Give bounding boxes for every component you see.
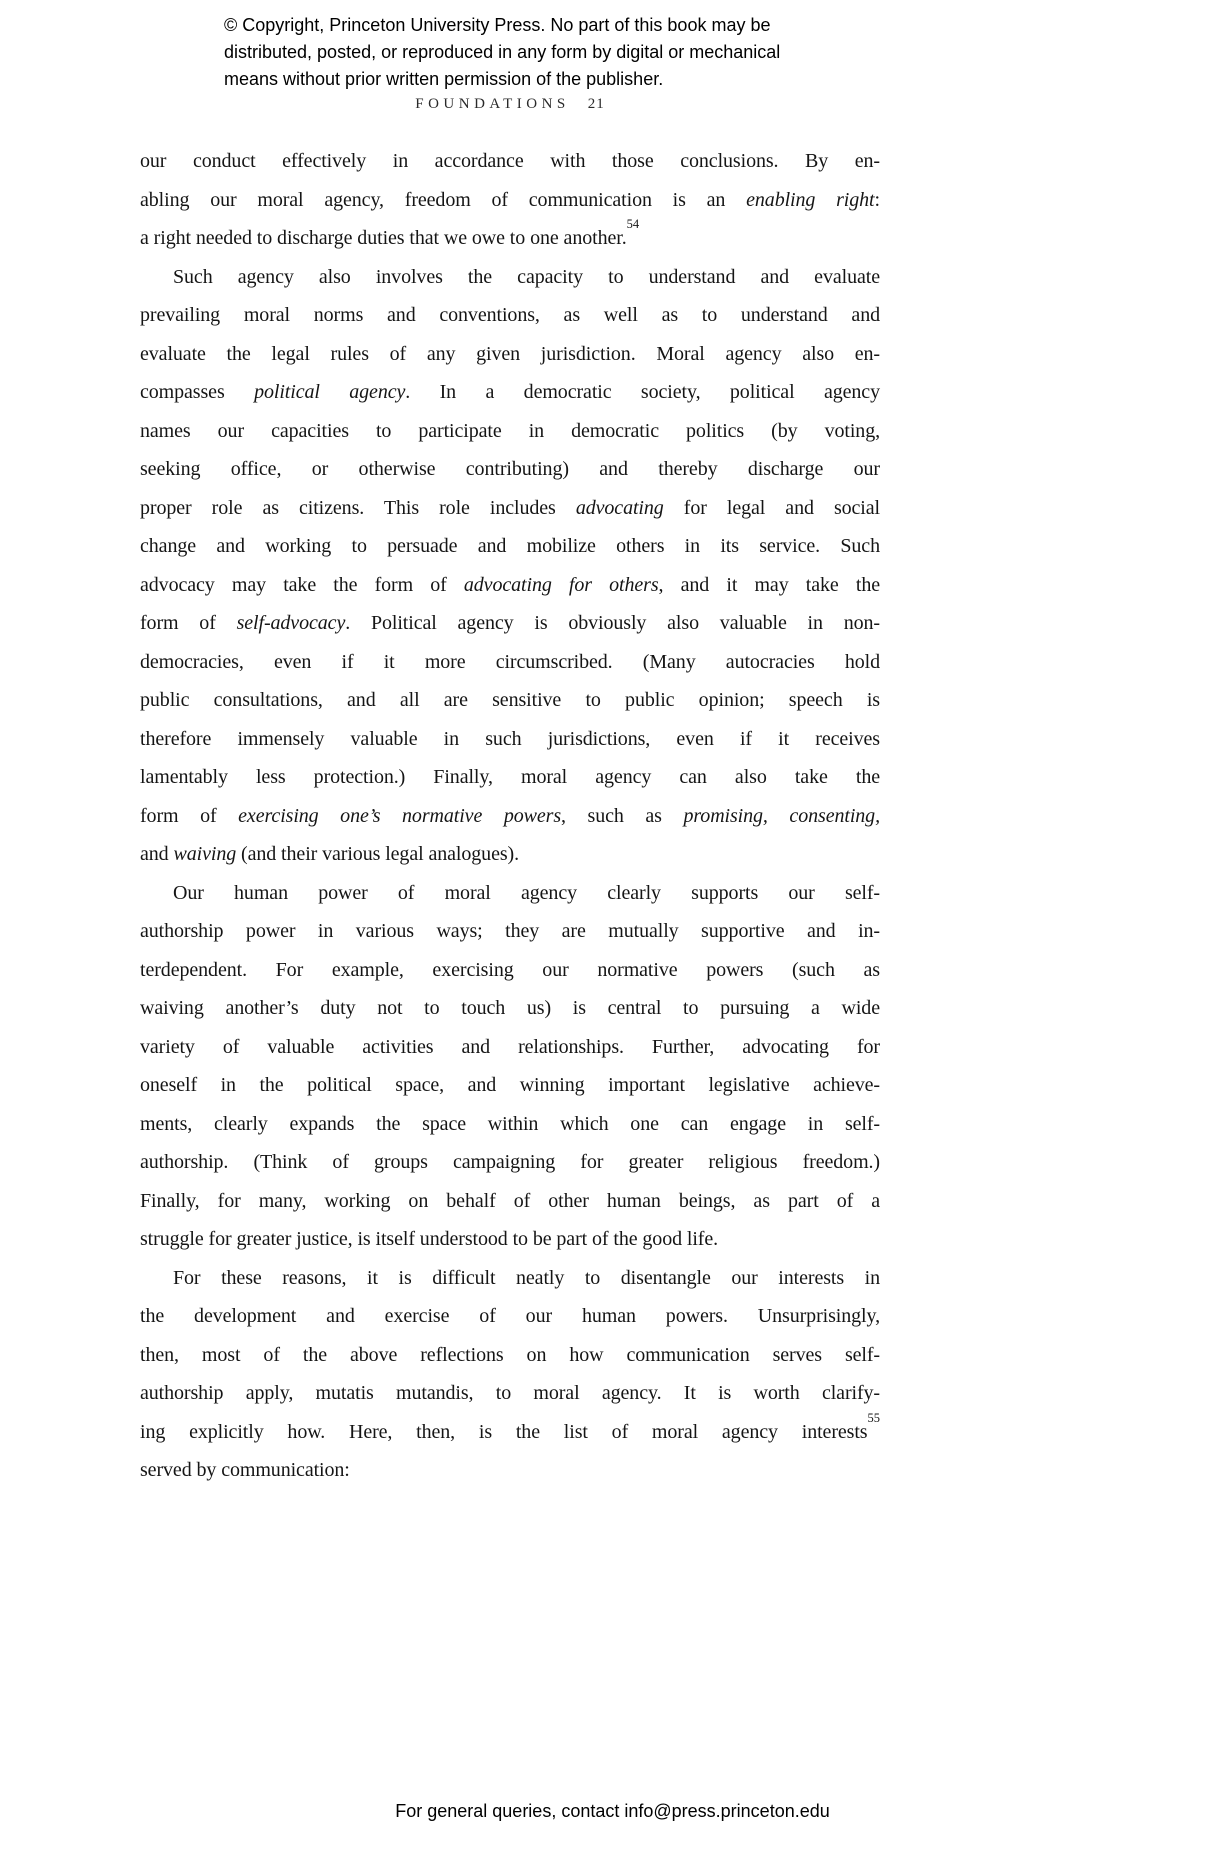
text-segment: Finally, for many, working on behalf of other human beings, as part of a [140,1189,880,1212]
text-segment: advocacy may take the form of [140,573,464,596]
italic-text-segment: promising, consenting, [683,804,880,827]
text-segment: . Political agency is obviously also valuable in non- [345,612,880,634]
text-line [140,912,880,951]
copyright-line: means without prior written permission of the publisher. [224,69,664,89]
text-line [140,450,880,489]
text-line [140,720,880,759]
text-segment: struggle for greater justice, is itself understood to be part of the good life. [140,1228,719,1250]
text-line [140,142,880,181]
text-segment: compasses [140,381,255,403]
text-line [140,527,880,566]
copyright-line: © Copyright, Princeton University Press. No part of this book may be [224,15,771,35]
text-segment: terdependent. For example, exercising our normative powers (such as [140,958,880,981]
text-line [140,1336,880,1375]
text-segment: evaluate the legal rules of any given jurisdiction. Moral agency also en- [140,342,880,365]
footnote-ref: 54 [626,217,640,232]
text-segment: lamentably less protection.) Finally, moral agency can also take the [140,766,880,788]
text-segment: For these reasons, it is difficult neatly to disentangle our interests in [173,1266,880,1289]
text-line [140,296,880,335]
text-segment: : [874,188,880,211]
text-line [140,1105,880,1144]
text-line [140,335,880,374]
text-segment: oneself in the political space, and winning important legislative achieve- [140,1074,880,1096]
paragraph [140,258,880,874]
text-segment: , and it may take the [658,573,880,596]
text-line [140,219,880,258]
text-segment: form of [140,612,237,634]
text-segment: served by communication: [140,1459,350,1481]
text-line [140,1410,880,1452]
text-segment: seeking office, or otherwise contributing) and thereby discharge our [140,458,880,480]
text-line [140,758,880,797]
text-line [140,835,880,874]
text-segment: then, most of the above reflections on how communication serves self- [140,1343,880,1366]
paragraph [140,874,880,1259]
text-line [140,681,880,720]
text-line [140,874,880,913]
text-segment: public consultations, and all are sensitive to public opinion; speech is [140,689,880,711]
text-segment: names our capacities to participate in democratic politics (by voting, [140,419,880,442]
text-segment: ments, clearly expands the space within which one can engage in self- [140,1112,880,1135]
text-segment: democracies, even if it more circumscribed. (Many autocracies hold [140,650,880,673]
text-line [140,604,880,643]
text-segment: the development and exercise of our human powers. Unsurprisingly, [140,1305,880,1327]
page-number: 21 [587,96,605,112]
text-line [140,1182,880,1221]
text-segment: authorship power in various ways; they are mutually supportive and in- [140,920,880,942]
text-segment: . In a democratic society, political agency [405,381,880,403]
italic-text-segment: advocating for others [463,573,659,596]
text-line [140,373,880,412]
copyright-notice [224,12,780,93]
text-segment: variety of valuable activities and relationships. Further, advocating for [140,1035,880,1058]
running-head-title: FOUNDATIONS [415,96,570,112]
paragraph [140,142,880,258]
text-line [140,1374,880,1413]
text-line [140,1066,880,1105]
text-line [140,412,880,451]
footer-contact: For general queries, contact info@press.princeton.edu [395,1801,830,1821]
footnote-ref: 55 [867,1410,880,1425]
text-segment: and [140,843,174,865]
text-segment: authorship apply, mutatis mutandis, to moral agency. It is worth clarify- [140,1382,880,1404]
body-text [140,142,880,1490]
italic-text-segment: waiving [173,843,237,865]
text-line [140,1220,880,1259]
text-line [140,1143,880,1182]
italic-text-segment: enabling right [746,188,875,211]
text-line [140,951,880,990]
text-segment: therefore immensely valuable in such jurisdictions, even if it receives [140,727,880,750]
running-head [140,96,880,113]
text-segment: , such as [561,804,684,827]
italic-text-segment: advocating [575,496,664,519]
text-segment: Such agency also involves the capacity to understand and evaluate [173,265,880,288]
text-line [140,1451,880,1490]
paragraph [140,1259,880,1490]
text-line [140,489,880,528]
text-segment: prevailing moral norms and conventions, as well as to understand and [140,304,880,326]
text-line [140,643,880,682]
text-line [140,181,880,220]
text-segment: ing explicitly how. Here, then, is the list of moral agency interests [140,1420,868,1443]
text-line [140,1028,880,1067]
text-line [140,258,880,297]
text-line [140,797,880,836]
text-segment: waiving another’s duty not to touch us) is central to pursuing a wide [140,997,880,1019]
text-segment: Our human power of moral agency clearly supports our self- [173,881,880,904]
text-segment: abling our moral agency, freedom of communication is an [140,188,747,211]
text-segment: proper role as citizens. This role includes [140,496,576,519]
text-segment: our conduct effectively in accordance with those conclusions. By en- [140,150,880,172]
text-line [140,566,880,605]
italic-text-segment: exercising one’s normative powers [238,804,562,827]
text-segment: change and working to persuade and mobilize others in its service. Such [140,535,880,557]
italic-text-segment: self-advocacy [236,612,346,634]
text-segment: for legal and social [663,496,881,519]
text-line [140,1259,880,1298]
italic-text-segment: political agency [254,381,406,403]
text-segment: a right needed to discharge duties that we owe to one another. [140,227,627,249]
text-line [140,989,880,1028]
copyright-line: distributed, posted, or reproduced in any form by digital or mechanical [224,42,781,62]
text-line [140,1297,880,1336]
text-segment: form of [140,804,239,827]
text-segment: authorship. (Think of groups campaigning for greater religious freedom.) [140,1151,880,1173]
text-segment: (and their various legal analogues). [236,843,519,865]
